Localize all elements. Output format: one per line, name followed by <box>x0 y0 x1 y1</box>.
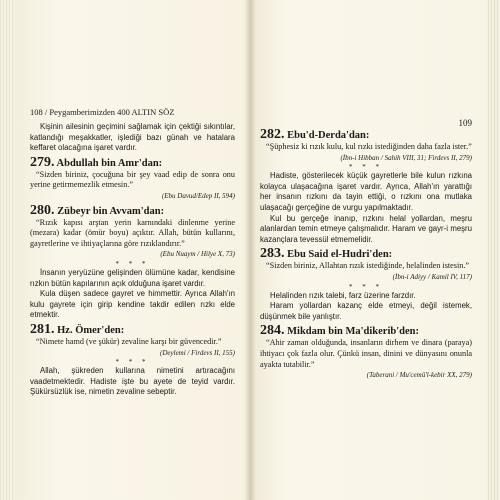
separator-stars: * * * <box>349 163 383 172</box>
hadith-quote: “Nimete hamd (ve şükür) zevaline karşı bir güvencedir.” <box>36 336 222 346</box>
hadith-number: 279. <box>30 154 55 170</box>
separator-stars: * * * <box>115 259 150 268</box>
hadith-number: 280. <box>30 202 55 218</box>
right-page-edges <box>486 0 500 500</box>
paragraph: Hadiste, gösterilecek küçük gayretlerle bile kulun rızkına kolayca ulaşacağına işaret vardır. Ayrıca, Allah'ın yarattığı her insanın rızkını da tayin ettiği, o rızkını ona mutlaka ulaşacağı gerçeğine de vurgu yapılmaktadır. <box>260 171 472 212</box>
hadith-source: (İbn-i Hibban / Sahih VIII, 31; Firdevs II, 279) <box>340 153 472 162</box>
paragraph: Kula düşen sadece gayret ve himmettir. Ayrıca Allah'ın kulu gayrete için girip kendine takdir edilen rızkı elde etmektir. <box>30 289 235 320</box>
hadith-quote: “Sizden biriniz, Allahtan rızık istediğinde, helalinden istesin.” <box>266 261 470 271</box>
left-page <box>14 0 250 500</box>
hadith-narrator: Ebu Said el-Hudri'den: <box>287 249 393 261</box>
hadith-quote: “Ahir zaman olduğunda, insanların dirhem ve dinara (paraya) ihtiyacı çok fazla olur. Çünkü insan, dinini ve dünyasını onunla ayakta tutabilir.” <box>260 338 472 369</box>
hadith-narrator: Mikdam bin Ma'dikerib'den: <box>287 326 419 338</box>
paragraph: Kul bu gerçeğe inanıp, rızkını helal yollardan, meşru alanlardan temin etmeye çalışmalıdır. Haram ve gayr-i meşru kazançlara tevessül etmemelidir. <box>260 213 472 244</box>
right-page <box>250 0 486 500</box>
paragraph: Allah, şükreden kullarına nimetini artıracağını vaadetmektedir. Hadiste işte bu ayete de teyid vardır. Şükürsüzlük ise, nimetin zevaline sebeptir. <box>30 366 235 397</box>
paragraph: Kişinin ailesinin geçimini sağlamak için çektiği sıkıntılar, katlandığı meşakkatler, işlediği bazı günah ve hatalara keffaret olacağına işaret vardır. <box>30 122 235 153</box>
hadith-quote: “Rızık kapısı arştan yerin karnındaki dinlenme yerine (mezara) kadar (ömür boyu) açıktır. Allah, bütün kullarını, gayretlerine ve ihtiyaçlarına göre rızıklandırır.” <box>30 217 235 248</box>
hadith-heading-282 <box>260 128 472 142</box>
separator-stars: * * * <box>349 282 383 291</box>
hadith-source: (İbn-i Adiyy / Kamil IV, 117) <box>392 272 472 281</box>
hadith-narrator: Ebu'd-Derda'dan: <box>287 130 370 141</box>
hadith-source: (Taberani / Mu'cemü'l-kebir XX, 279) <box>366 371 472 380</box>
hadith-number: 281. <box>30 321 55 337</box>
hadith-source: (Deylemi / Firdevs II, 155) <box>160 348 235 357</box>
page-number: 109 <box>458 118 472 128</box>
left-page-content <box>30 122 235 398</box>
hadith-source: (Ebu Nuaym / Hilye X, 73) <box>160 250 235 259</box>
right-page-content <box>260 128 472 381</box>
hadith-quote: “Şüphesiz ki rızık kulu, kul rızkı istediğinden daha fazla ister.” <box>266 142 472 151</box>
hadith-source: (Ebu Davud/Edep II, 594) <box>161 191 235 200</box>
paragraph: İnsanın yeryüzüne gelişinden ölümüne kadar, kendisine rızkın bütün kapılarının açık olduğuna işaret vardır. <box>30 267 235 288</box>
running-header: 108 / Peygamberimizden 400 ALTIN SÖZ <box>30 107 175 117</box>
hadith-number: 282. <box>260 127 285 142</box>
hadith-heading-284 <box>260 324 472 338</box>
hadith-narrator: Hz. Ömer'den: <box>57 324 125 336</box>
hadith-quote: “Sizden biriniz, çocuğuna bir şey vaad edip de sonra onu yerine getirmemezlik etmesin.” <box>30 169 235 190</box>
hadith-narrator: Zübeyr bin Avvam'dan: <box>57 205 165 217</box>
hadith-narrator: Abdullah bin Amr'dan: <box>56 157 163 169</box>
hadith-heading-279 <box>30 156 235 170</box>
hadith-heading-283 <box>260 247 472 261</box>
hadith-number: 284. <box>260 323 285 339</box>
book-gutter <box>244 0 256 500</box>
paragraph: Haram yollardan kazanç elde etmeyi, değil istemek, düşünmek bile yanlıştır. <box>260 301 472 321</box>
hadith-heading-281 <box>30 323 235 337</box>
separator-stars: * * * <box>115 358 150 367</box>
hadith-number: 283. <box>260 246 285 262</box>
hadith-heading-280 <box>30 204 235 218</box>
left-page-edges <box>0 0 14 500</box>
paragraph: Helalinden rızık talebi, farz üzerine farzdır. <box>270 290 416 300</box>
